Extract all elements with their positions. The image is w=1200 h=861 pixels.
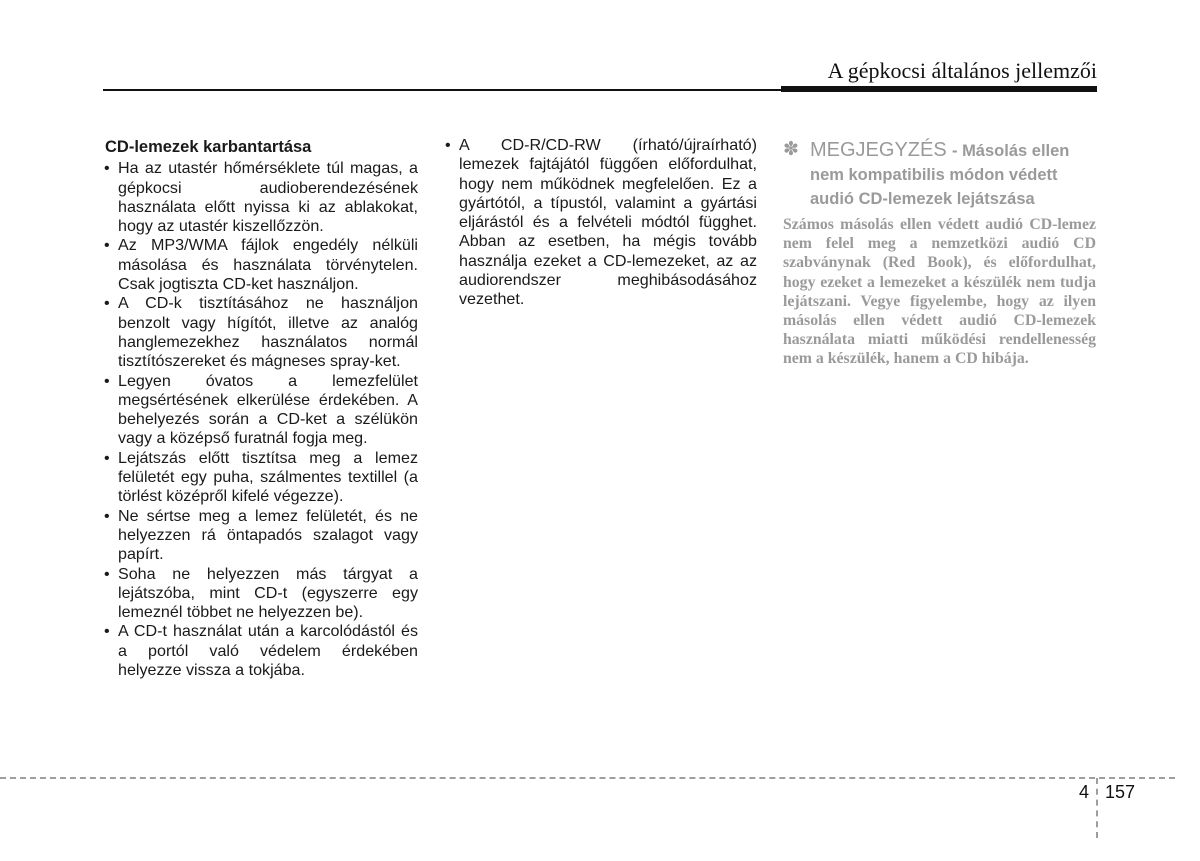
- footer-divider: [0, 777, 1175, 779]
- care-bullet-list: [103, 159, 418, 680]
- note-title: [810, 139, 1096, 211]
- column-1: [103, 138, 418, 680]
- section-heading: CD-lemezek karbantartása: [105, 138, 312, 156]
- list-item: • A CD-R/CD-RW (írható/újraírható) lemezek fajtájától függően előfordulhat, hogy nem működnek megfelelően. Ez a gyártótól, a típustól, valamint a gyártási eljárástól és a felvételi módtól függhet. Abban az esetben, ha mégis tovább használja ezeket a CD-lemezeket, az az audiorendszer meghibásodásához vezethet.: [444, 136, 757, 310]
- column-2: [444, 136, 757, 310]
- list-item: • Soha ne helyezzen más tárgyat a lejátszóba, mint CD-t (egyszerre egy lemeznél többet ne helyezzen be).: [103, 565, 418, 623]
- note-box: [783, 139, 1096, 369]
- list-item: • A CD-k tisztításához ne használjon benzolt vagy hígítót, illetve az analóg hanglemezekhez használatos normál tisztítószereket és mágneses spray-ket.: [103, 294, 418, 371]
- note-star-icon: ✽: [783, 139, 799, 160]
- note-header: [783, 139, 1096, 211]
- note-label: MEGJEGYZÉS: [810, 139, 947, 161]
- list-item: • A CD-t használat után a karcolódástól és a portól való védelem érdekében helyezze vissza a tokjába.: [103, 622, 418, 680]
- list-item: • Ne sértse meg a lemez felületét, és ne helyezzen rá öntapadós szalagot vagy papírt.: [103, 507, 418, 565]
- cdr-bullet-list: [444, 136, 757, 310]
- list-item: • Legyen óvatos a lemezfelület megsértésének elkerülése érdekében. A behelyezés során a CD-ket a szélükön vagy a középső furatnál fogja meg.: [103, 372, 418, 449]
- note-body: Számos másolás ellen védett audió CD-lemez nem felel meg a nemzetközi audió CD szabványnak (Red Book), és előfordulhat, hogy ezeket a lemezeket a készülék nem tudja lejátszani. Vegye figyelembe, hogy az ilyen másolás ellen védett audió CD-lemezek használata miatti működési rendellenesség nem a készülék, hanem a CD hibája.: [783, 216, 1096, 368]
- header-title: A gépkocsi általános jellemzői: [827, 58, 1097, 83]
- chapter-number: 4: [1079, 782, 1090, 802]
- footer-vertical-divider: [1096, 778, 1098, 838]
- note-subtitle: - Másolás ellen nem kompatibilis módon védett audió CD-lemezek lejátszása: [810, 142, 1070, 208]
- list-item: • Lejátszás előtt tisztítsa meg a lemez felületét egy puha, szálmentes textillel (a törlést középről kifelé végezze).: [103, 449, 418, 507]
- list-item: • Ha az utastér hőmérséklete túl magas, a gépkocsi audioberendezésének használata előtt nyissa ki az ablakokat, hogy az utastér kiszellőzzön.: [103, 159, 418, 236]
- list-item: • Az MP3/WMA fájlok engedély nélküli másolása és használata törvénytelen. Csak jogtiszta CD-ket használjon.: [103, 236, 418, 294]
- page-number: 157: [1105, 782, 1136, 802]
- header-rule-accent: [781, 86, 1097, 92]
